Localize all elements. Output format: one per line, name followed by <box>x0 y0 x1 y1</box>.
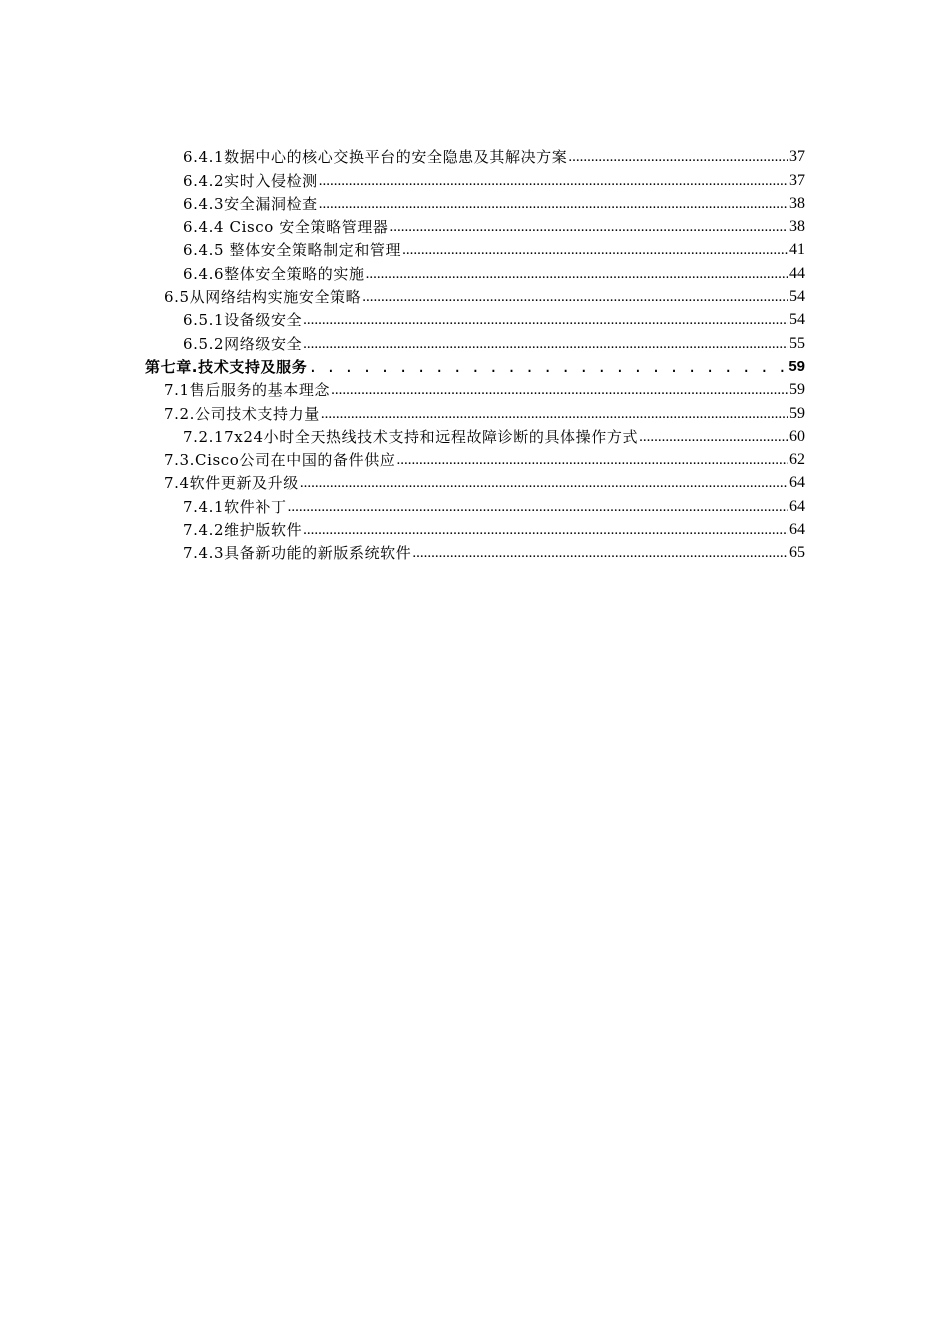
toc-page-number: 60 <box>789 427 805 445</box>
toc-entry[interactable] <box>0 143 805 166</box>
toc-entry[interactable] <box>0 353 805 376</box>
toc-entry[interactable] <box>0 259 805 282</box>
toc-dot-leader <box>300 474 788 492</box>
toc-dot-leader <box>303 521 788 539</box>
toc-page-number: 38 <box>789 194 805 212</box>
toc-entry-title: 6.4.3安全漏洞检查 <box>183 194 318 213</box>
toc-entry[interactable] <box>0 423 805 446</box>
toc-dot-leader <box>362 288 788 306</box>
toc-entry-title: 6.4.4 Cisco 安全策略管理器 <box>183 218 389 237</box>
toc-page-number: 59 <box>789 381 805 399</box>
toc-page-number: 62 <box>789 451 805 469</box>
toc-entry[interactable] <box>0 190 805 213</box>
toc-entry[interactable] <box>0 469 805 492</box>
toc-dot-leader <box>303 311 788 329</box>
toc-entry[interactable] <box>0 399 805 422</box>
toc-page-number: 44 <box>789 264 805 282</box>
toc-dot-leader <box>366 265 788 283</box>
toc-entry[interactable] <box>0 446 805 469</box>
toc-page-number: 64 <box>789 521 805 539</box>
toc-entry[interactable] <box>0 166 805 189</box>
toc-entry[interactable] <box>0 306 805 329</box>
toc-page-number: 37 <box>789 171 805 189</box>
toc-entry-title: 7.2.17x24小时全天热线技术支持和远程故障诊断的具体操作方式 <box>183 427 639 446</box>
toc-dot-leader <box>568 148 788 166</box>
toc-dot-leader <box>319 195 788 213</box>
toc-entry-title: 6.4.5 整体安全策略制定和管理 <box>183 241 402 260</box>
toc-page-number: 37 <box>789 148 805 166</box>
toc-entry-title: 7.4软件更新及升级 <box>164 474 299 493</box>
table-of-contents <box>0 143 950 562</box>
toc-page-number: 59 <box>788 357 805 375</box>
toc-page-number: 65 <box>789 544 805 562</box>
toc-entry-title: 第七章.技术支持及服务 <box>145 357 308 376</box>
toc-entry[interactable] <box>0 516 805 539</box>
toc-page-number: 38 <box>789 218 805 236</box>
toc-entry-title: 7.3.Cisco公司在中国的备件供应 <box>164 451 396 470</box>
toc-page-number: 64 <box>789 497 805 515</box>
toc-entry[interactable] <box>0 236 805 259</box>
toc-dot-leader <box>303 335 788 353</box>
toc-entry[interactable] <box>0 283 805 306</box>
toc-entry-title: 7.4.2维护版软件 <box>183 521 303 540</box>
toc-dot-leader <box>331 381 788 399</box>
toc-dot-leader <box>402 241 788 259</box>
toc-entry-title: 7.4.3具备新功能的新版系统软件 <box>183 544 412 563</box>
toc-page-number: 41 <box>789 241 805 259</box>
toc-dot-leader <box>321 405 788 423</box>
toc-entry-title: 6.5.2网络级安全 <box>183 334 303 353</box>
toc-page-number: 54 <box>789 288 805 306</box>
toc-page-number: 54 <box>789 311 805 329</box>
toc-dot-leader <box>396 451 788 469</box>
toc-dot-leader <box>390 218 788 236</box>
toc-dot-leader <box>412 544 788 562</box>
toc-dot-leader <box>319 172 788 190</box>
toc-entry-title: 6.5从网络结构实施安全策略 <box>164 288 362 307</box>
toc-entry[interactable] <box>0 539 805 562</box>
toc-dot-leader <box>308 358 787 376</box>
toc-entry[interactable] <box>0 492 805 515</box>
toc-dot-leader <box>288 498 788 516</box>
toc-entry[interactable] <box>0 329 805 352</box>
toc-page-number: 64 <box>789 474 805 492</box>
toc-entry-title: 7.4.1软件补丁 <box>183 497 287 516</box>
toc-entry-title: 6.4.2实时入侵检测 <box>183 171 318 190</box>
toc-entry-title: 6.4.1数据中心的核心交换平台的安全隐患及其解决方案 <box>183 148 568 167</box>
toc-entry[interactable] <box>0 213 805 236</box>
toc-entry-title: 6.5.1设备级安全 <box>183 311 303 330</box>
toc-entry-title: 7.2.公司技术支持力量 <box>164 404 320 423</box>
toc-entry[interactable] <box>0 376 805 399</box>
toc-entry-title: 7.1售后服务的基本理念 <box>164 381 331 400</box>
toc-dot-leader <box>639 428 788 446</box>
toc-page-number: 59 <box>789 404 805 422</box>
toc-entry-title: 6.4.6整体安全策略的实施 <box>183 264 365 283</box>
toc-page-number: 55 <box>789 334 805 352</box>
